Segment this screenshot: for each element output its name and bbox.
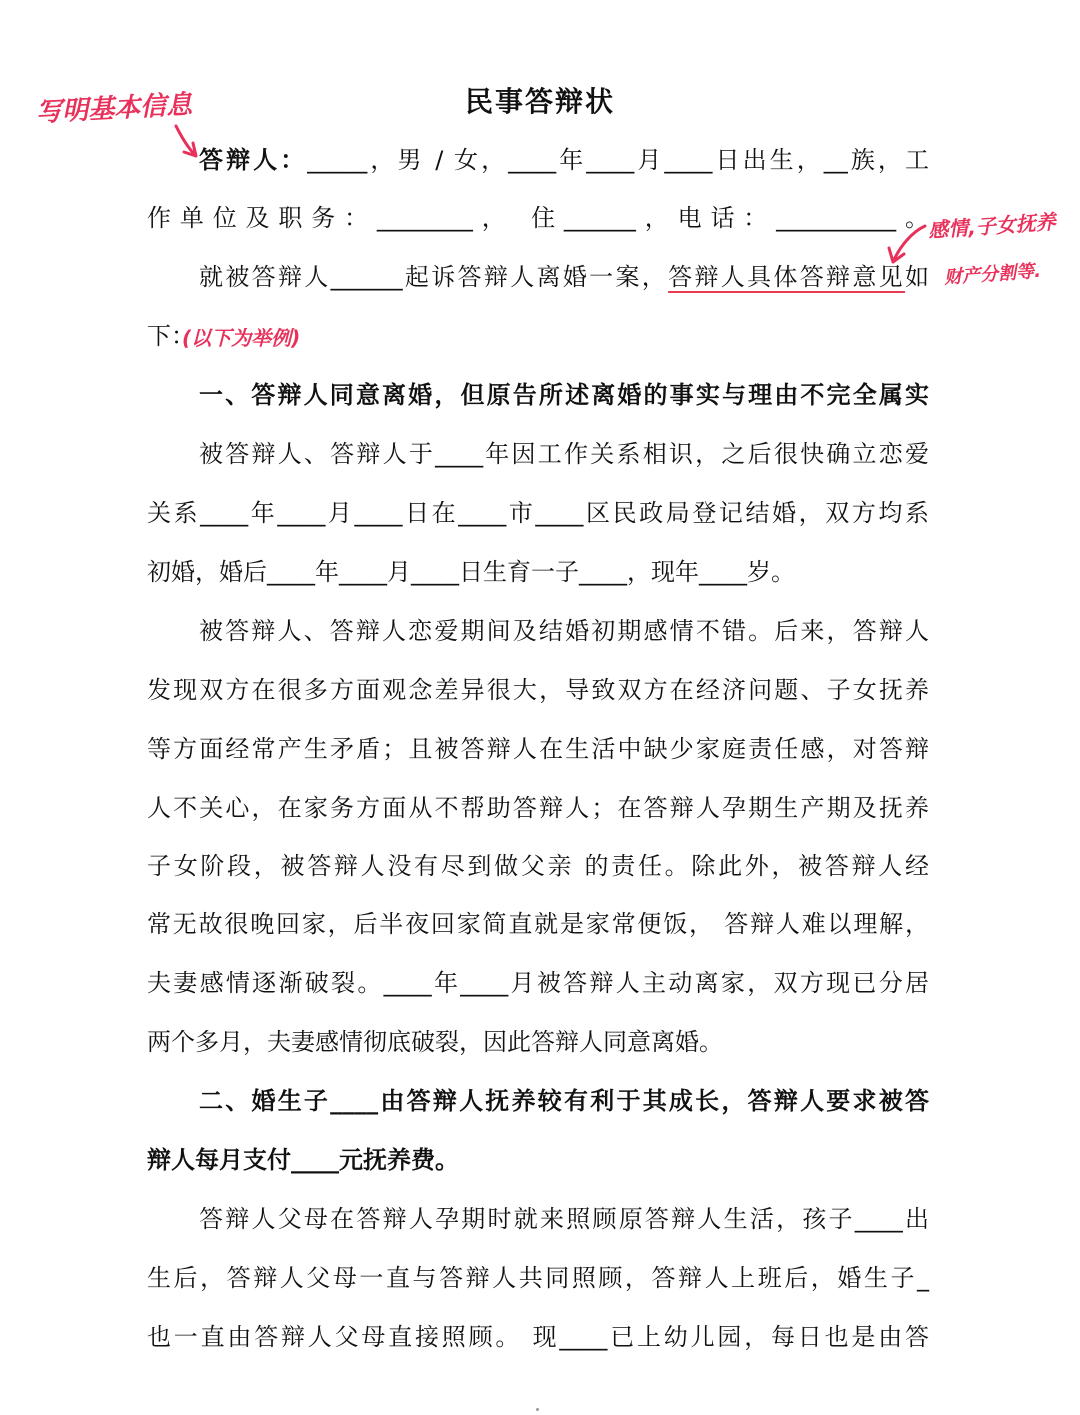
- paragraph-line: 夫妻感情逐渐破裂。____年____月被答辩人主动离家，双方现已分居: [147, 969, 929, 997]
- case-intro-text: 就被答辩人______起诉答辩人离婚一案，: [199, 263, 669, 291]
- line-employer-info: 作单位及职务：________， 住______，电话：__________。: [147, 204, 929, 232]
- annotation-aspects-line2: 财产分割等.: [943, 260, 1042, 289]
- page-marker: [536, 1408, 539, 1411]
- paragraph-line: 初婚，婚后____年____月____日生育一子____，现年____岁。: [147, 558, 795, 586]
- line-respondent-info: 答辩人：_____，男 / 女，____年____月____日出生，__族，工: [199, 146, 930, 174]
- case-intro-tail: 如: [905, 263, 930, 291]
- paragraph-line: 等方面经常产生矛盾；且被答辩人在生活中缺少家庭责任感，对答辩: [147, 735, 929, 763]
- paragraph-line: 子女阶段，被答辩人没有尽到做父亲 的责任。除此外，被答辩人经: [147, 852, 929, 880]
- paragraph-line: 被答辩人、答辩人于____年因工作关系相识，之后很快确立恋爱: [199, 440, 929, 468]
- paragraph-line: 人不关心，在家务方面从不帮助答辩人；在答辩人孕期生产期及抚养: [147, 794, 929, 822]
- line-as-follows: 下：: [147, 322, 195, 350]
- paragraph-line: 发现双方在很多方面观念差异很大，导致双方在经济问题、子女抚养: [147, 676, 929, 704]
- annotation-examples: (以下为举例): [182, 326, 301, 350]
- section-heading-two-cont: 辩人每月支付____元抚养费。: [147, 1146, 459, 1174]
- paragraph-line: 关系____年____月____日在____市____区民政局登记结婚，双方均系: [147, 499, 929, 527]
- arrow-to-respondent-icon: [176, 126, 196, 156]
- paragraph-line: 答辩人父母在答辩人孕期时就来照顾原答辩人生活，孩子____出: [199, 1205, 929, 1233]
- line-0-rest: _____，男 / 女，____年____月____日出生，__族，工: [307, 146, 930, 174]
- paragraph-line: 被答辩人、答辩人恋爱期间及结婚初期感情不错。后来，答辩人: [199, 617, 929, 645]
- section-heading-two: 二、婚生子____由答辩人抚养较有利于其成长，答辩人要求被答: [199, 1087, 929, 1115]
- highlighted-opinion: 答辩人具体答辩意见: [668, 263, 906, 291]
- paragraph-line: 两个多月，夫妻感情彻底破裂，因此答辩人同意离婚。: [147, 1028, 723, 1056]
- paragraph-line: 也一直由答辩人父母直接照顾。 现____已上幼儿园，每日也是由答: [147, 1323, 929, 1351]
- arrow-to-opinion-icon: [889, 226, 925, 262]
- section-heading-one: 一、答辩人同意离婚，但原告所述离婚的事实与理由不完全属实: [199, 381, 929, 409]
- document-title: 民事答辩状: [464, 85, 615, 118]
- annotation-aspects-line1: 感情,子女抚养: [927, 209, 1057, 243]
- annotation-basic-info: 写明基本信息: [35, 89, 193, 129]
- paragraph-line: 常无故很晚回家，后半夜回家简直就是家常便饭， 答辩人难以理解，: [147, 910, 929, 938]
- paragraph-line: 生后，答辩人父母一直与答辩人共同照顾，答辩人上班后，婚生子_: [147, 1264, 929, 1292]
